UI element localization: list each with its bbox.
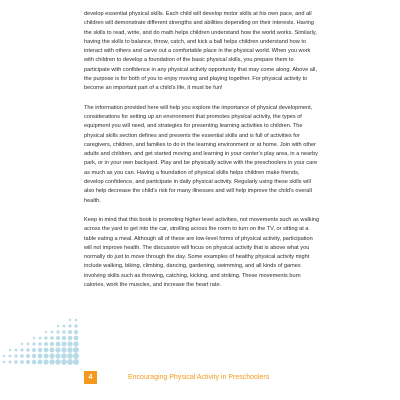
paragraph-3: Keep in mind that this book is promoting higher level activities, not movements such as walking across the yard to get into the car, strolling across the room to turn on the TV, or sitting at a table eating a meal. Although all of these are low-level forms of physical activity, participation will not improve health. The discussion will focus on physical activity that is above what you normally do just to move through the day. Some examples of healthy physical activity might include walking, biking, climbing, dancing, gardening, swimming, and all kinds of games involving skills such as throwing, catching, kicking, and striking. These movements burn calories, work the muscles, and increase the heart rate. [84,216,320,289]
page-footer [0,371,400,385]
paragraph-2: The information provided here will help you explore the importance of physical development, considerations for setting up an environment that promotes physical activity, the types of equipment you will need, and strategies for presenting learning activities to children. The physical skills section defines and presents the essential skills and is full of activities for caregivers, children, and families to do in the learning environment or at home. Join with other adults and children, and get started moving and learning in your center's play area, in a nearby park, or in your own backyard. Play and be physically active with the preschoolers in your care as much as you can. Having a foundation of physical skills helps children make friends, develop confidence, and participate in daily physical activity. Regularly using these skills will also help decrease the child's risk for many illnesses and will help improve the child's overall health. [84,104,318,204]
decorative-dots-icon [0,318,80,368]
body-text [84,10,320,300]
paragraph-1: develop essential physical skills. Each child will develop motor skills at his own pace, and all children will demonstrate different strengths and abilities depending on their interests. Having the skills to read, write, and do math helps children understand how the world works. Similarly, having the skills to balance, throw, catch, and kick a ball helps children understand how to interact with others and carve out a comfortable place in the physical world. When you work with children to develop a foundation of the basic physical skills, you prepare them to participate with confidence in any physical activity opportunity that may come along. Above all, the purpose is for both of you to enjoy moving and playing together. For physical activity to become an important part of a child's life, it must be fun! [84,11,317,92]
page-number: 4 [84,371,97,384]
running-title: Encouraging Physical Activity in Preschoolers [128,374,270,381]
